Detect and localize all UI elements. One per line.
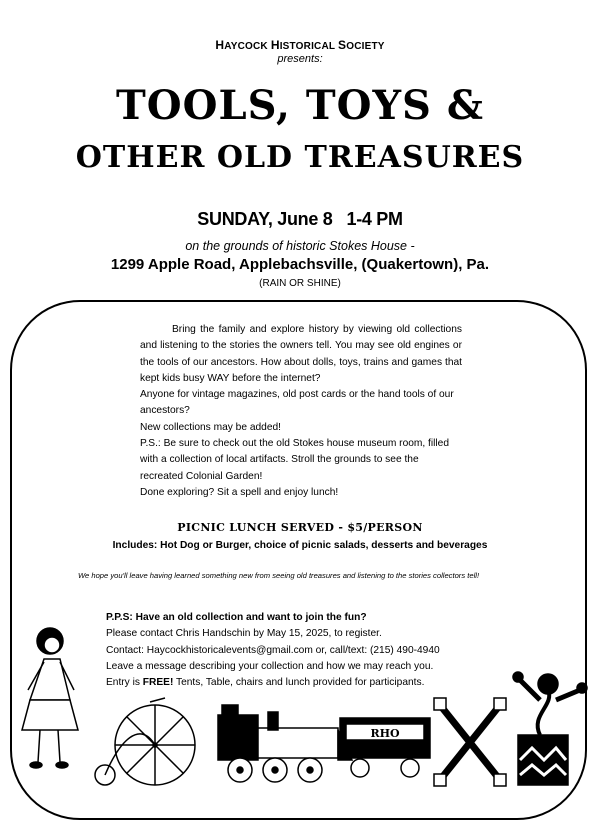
pps-register: Please contact Chris Handschin by May 15, 2025, to register. xyxy=(106,628,382,640)
pps-entry: Entry is FREE! Tents, Table, chairs and lunch provided for participants. xyxy=(106,677,425,689)
event-day: SUNDAY, June 8 xyxy=(197,209,333,229)
description-para-4: P.S.: Be sure to check out the old Stokes house museum room, filled with a collection of local artifacts. Stroll the grounds to see the recreated Colonial Garden! xyxy=(140,438,449,482)
penny-farthing-bicycle-icon xyxy=(95,698,195,785)
train-car-text: RHO xyxy=(370,727,400,740)
title-line-2: OTHER OLD TREASURES xyxy=(75,140,525,175)
description-para-5: Done exploring? Sit a spell and enjoy lunch! xyxy=(140,486,339,498)
steam-locomotive-icon xyxy=(218,705,430,782)
description-para-3: New collections may be added! xyxy=(140,421,282,433)
doll-icon xyxy=(22,628,78,768)
event-address: 1299 Apple Road, Applebachsville, (Quakertown), Pa. xyxy=(110,256,490,273)
pps-contact: Contact: Haycockhistoricalevents@gmail.com or, call/text: (215) 490-4940 xyxy=(106,644,440,656)
event-date xyxy=(0,209,600,230)
pps-heading: P.P.S: Have an old collection and want to join the fun? xyxy=(106,612,367,623)
jack-in-the-box-icon xyxy=(513,672,587,785)
description-para-1: Bring the family and explore history by viewing old collections and listening to the stories the owners tell. You may see old engines or the tools of our ancestors. How about dolls, toys, trains and games that kept kids busy WAY before the internet? xyxy=(140,324,462,384)
presents-label: presents: xyxy=(277,53,323,65)
pps-message: Leave a message describing your collection and how we may reach you. xyxy=(106,660,434,672)
footer-illustrations xyxy=(0,620,600,800)
event-grounds: on the grounds of historic Stokes House - xyxy=(185,239,415,253)
event-description xyxy=(140,322,462,501)
hope-note: We hope you'll leave having learned something new from seeing old treasures and listening to the stories collectors tell! xyxy=(78,571,480,580)
lunch-includes: Includes: Hot Dog or Burger, choice of picnic salads, desserts and beverages xyxy=(112,540,488,551)
rain-or-shine: (RAIN OR SHINE) xyxy=(259,278,341,289)
title-line-1: TOOLS, TOYS & xyxy=(116,82,484,129)
event-time: 1-4 PM xyxy=(346,209,403,229)
description-para-2: Anyone for vintage magazines, old post cards or the hand tools of our ancestors? xyxy=(140,389,454,417)
lunch-heading: PICNIC LUNCH SERVED - $5/PERSON xyxy=(177,521,423,534)
lug-wrench-icon xyxy=(434,698,506,786)
organization-name: HAYCOCK HISTORICAL SOCIETY xyxy=(215,38,385,52)
